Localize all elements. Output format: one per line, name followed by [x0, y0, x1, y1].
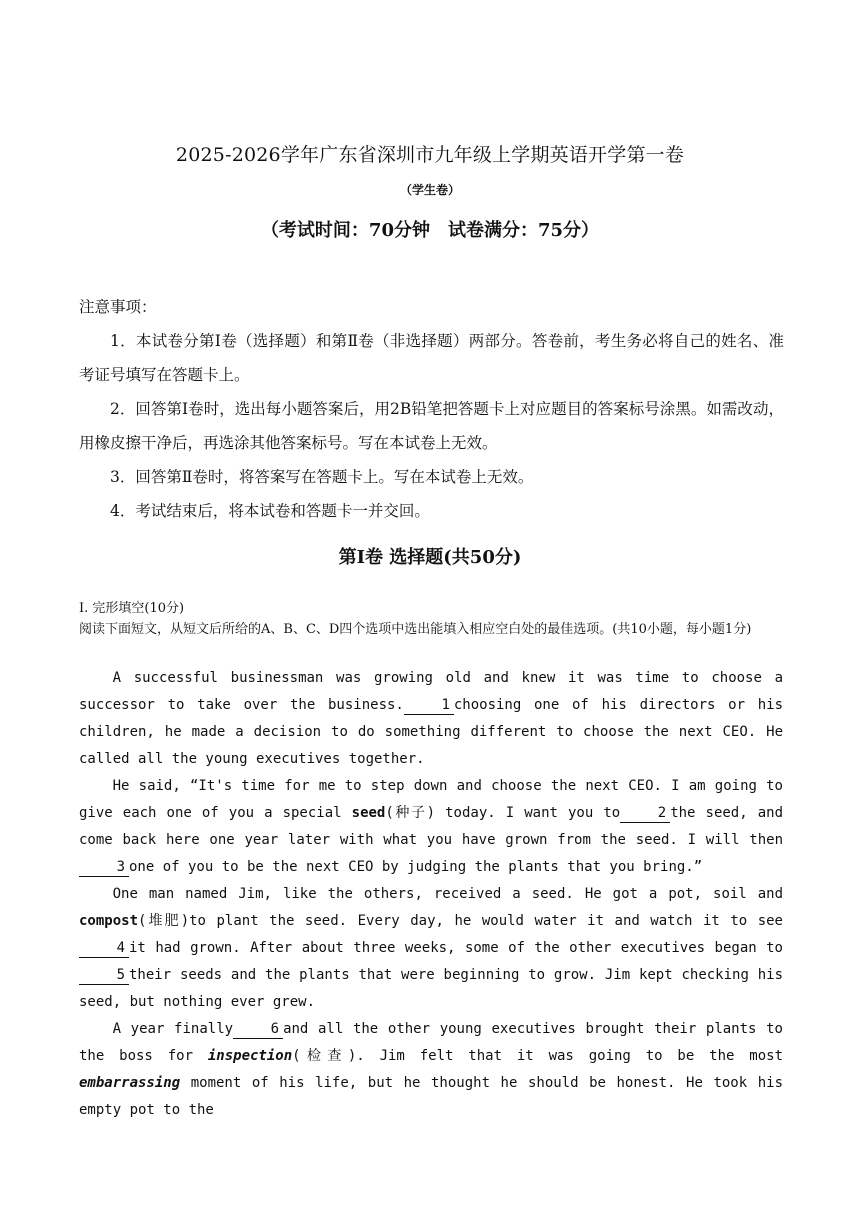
blank-2: 2 — [620, 805, 670, 823]
passage-text: one of you to be the next CEO by judging the plants that you bring.” — [129, 859, 703, 875]
part-heading: I. 完形填空(10分) — [79, 601, 185, 616]
part-heading-block — [79, 598, 784, 640]
passage-paragraph-3 — [79, 881, 783, 1016]
document-subtitle: （学生卷） — [399, 183, 460, 197]
note-item-1: 1．本试卷分第Ⅰ卷（选择题）和第Ⅱ卷（非选择题）两部分。答卷前，考生务必将自己的姓名、准考证号填写在答题卡上。 — [79, 332, 784, 384]
vocab-compost: compost — [79, 913, 139, 929]
blank-3: 3 — [79, 859, 129, 877]
passage-text: their seeds and the plants that were beginning to grow. Jim kept checking his seed, but nothing ever grew. — [79, 967, 783, 1010]
blank-4: 4 — [79, 940, 129, 958]
cloze-passage — [79, 665, 783, 1124]
document-title: 2025-2026学年广东省深圳市九年级上学期英语开学第一卷 — [175, 144, 685, 166]
passage-paragraph-4 — [79, 1016, 783, 1124]
passage-text: and all the other young executives brought their plants to the boss for — [79, 1021, 783, 1064]
passage-text: (检查). Jim felt that it was going to be the most — [292, 1048, 783, 1064]
passage-text: it had grown. After about three weeks, some of the other executives began to — [129, 940, 783, 956]
notes-heading: 注意事项： — [79, 298, 157, 316]
blank-1: 1 — [404, 697, 454, 715]
blank-6: 6 — [233, 1021, 283, 1039]
passage-text: choosing one of his directors or his children, he made a decision to do something different to choose the next CEO. He called all the young executives together. — [79, 697, 783, 767]
passage-text: He said, “It's time for me to step down and choose the next CEO. I am going to give each one of you a special — [79, 778, 783, 821]
vocab-seed: seed — [351, 805, 386, 821]
vocab-inspection: inspection — [207, 1048, 293, 1064]
passage-text: moment of his life, but he thought he should be honest. He took his empty pot to the — [79, 1075, 783, 1118]
exam-info: （考试时间：70分钟 试卷满分：75分） — [260, 220, 600, 241]
part-instructions: 阅读下面短文，从短文后所给的A、B、C、D四个选项中选出能填入相应空白处的最佳选项。(共10小题，每小题1分) — [79, 622, 752, 637]
passage-text: One man named Jim, like the others, received a seed. He got a pot, soil and — [112, 886, 783, 902]
passage-text: (堆肥)to plant the seed. Every day, he would water it and watch it to see — [138, 913, 783, 929]
passage-paragraph-1 — [79, 665, 783, 773]
section-title: 第Ⅰ卷 选择题(共50分) — [338, 547, 522, 568]
passage-text: (种子) today. I want you to — [385, 805, 621, 821]
passage-text: A year finally — [112, 1021, 234, 1037]
vocab-embarrassing: embarrassing — [79, 1075, 181, 1091]
passage-paragraph-2 — [79, 773, 783, 881]
blank-5: 5 — [79, 967, 129, 985]
note-item-3: 3．回答第Ⅱ卷时，将答案写在答题卡上。写在本试卷上无效。 — [110, 468, 534, 486]
passage-text: A successful businessman was growing old and knew it was time to choose a successor to take over the business. — [79, 670, 783, 713]
passage-text: the seed, and come back here one year later with what you have grown from the seed. I will then — [79, 805, 783, 848]
note-item-4: 4．考试结束后，将本试卷和答题卡一并交回。 — [110, 502, 430, 520]
note-item-2: 2．回答第Ⅰ卷时，选出每小题答案后，用2B铅笔把答题卡上对应题目的答案标号涂黑。如需改动，用橡皮擦干净后，再选涂其他答案标号。写在本试卷上无效。 — [79, 400, 784, 452]
notes-section — [79, 290, 784, 528]
